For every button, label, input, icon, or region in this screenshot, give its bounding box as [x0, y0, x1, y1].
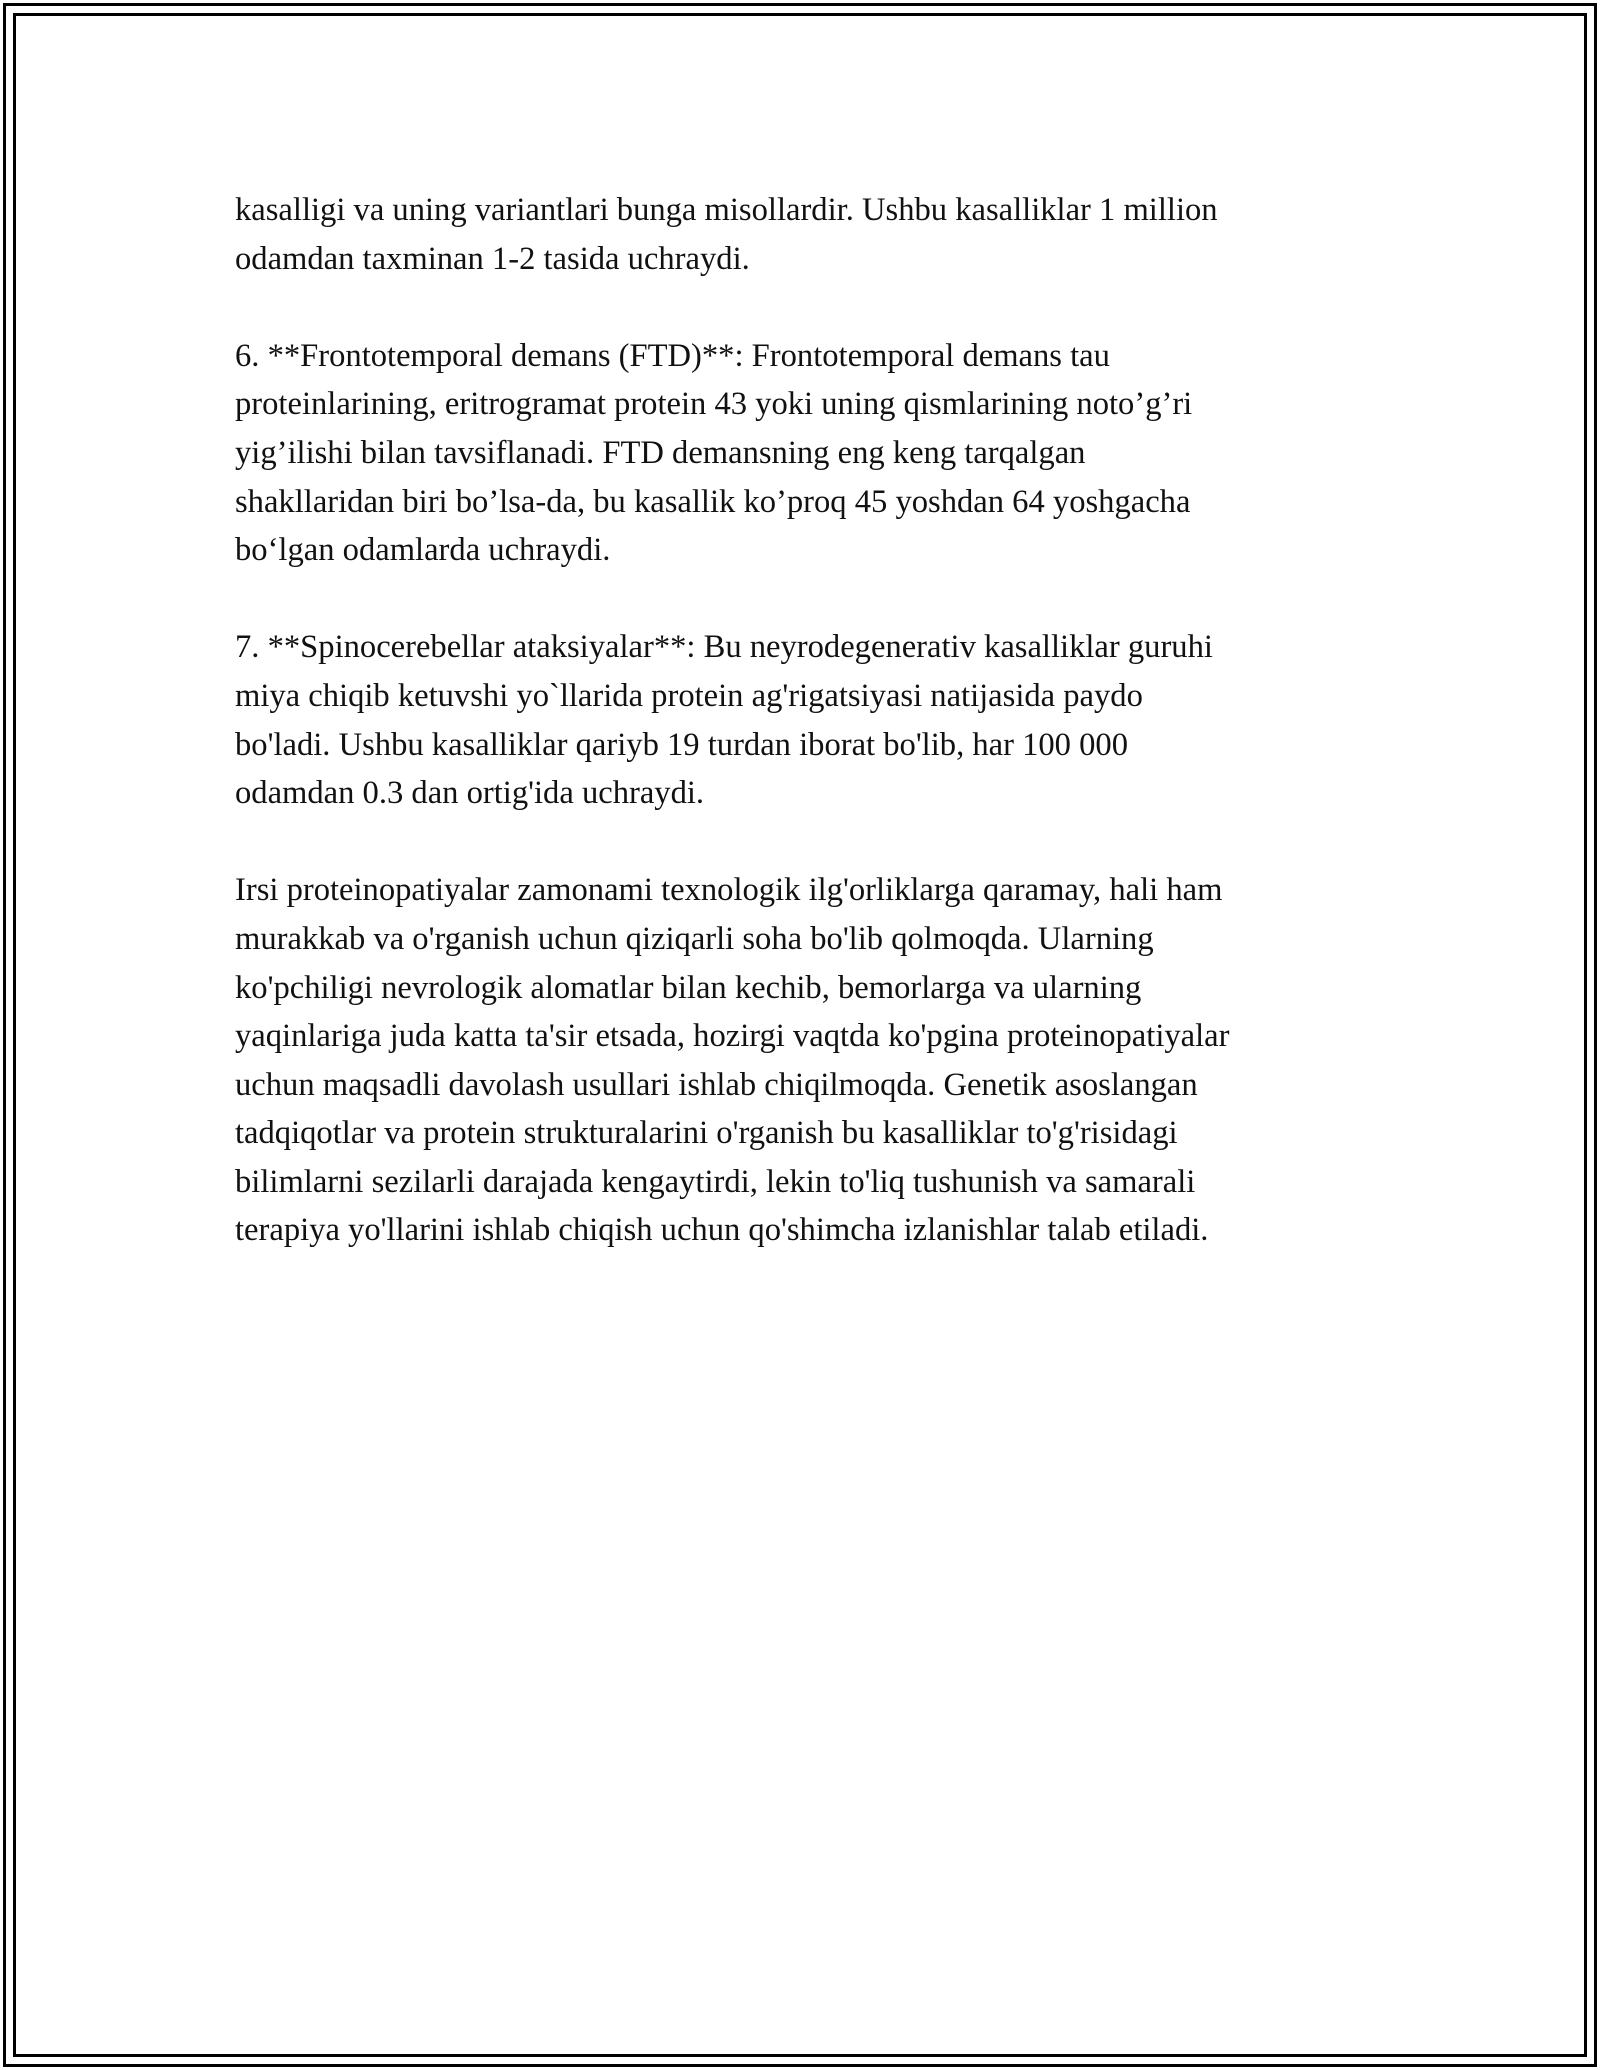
text-line: ko'pchiligi nevrologik alomatlar bilan kechib, bemorlarga va ularning: [235, 969, 1142, 1006]
text-line: uchun maqsadli davolash usullari ishlab chiqilmoqda. Genetik asoslangan: [235, 1066, 1198, 1103]
text-line: proteinlarining, eritrogramat protein 43 yoki uning qismlarining noto’g’ri: [235, 386, 1193, 423]
text-line: murakkab va o'rganish uchun qiziqarli soha bo'lib qolmoqda. Ularning: [235, 920, 1154, 957]
text-line: odamdan taxminan 1-2 tasida uchraydi.: [235, 240, 750, 277]
text-line: tadqiqotlar va protein strukturalarini o'rganish bu kasalliklar to'g'risidagi: [235, 1115, 1178, 1152]
paragraph-intro-continuation: [235, 186, 1370, 283]
text-line: bo‘lgan odamlarda uchraydi.: [235, 532, 611, 569]
text-line: bilimlarni sezilarli darajada kengaytirdi, lekin to'liq tushunish va samarali: [235, 1163, 1196, 1200]
text-line: yaqinlariga juda katta ta'sir etsada, hozirgi vaqtda ko'pgina proteinopatiyalar: [235, 1018, 1230, 1055]
text-line: bo'ladi. Ushbu kasalliklar qariyb 19 turdan iborat bo'lib, har 100 000: [235, 726, 1128, 763]
text-line: shakllaridan biri bo’lsa-da, bu kasallik ko’proq 45 yoshdan 64 yoshgacha: [235, 483, 1191, 520]
text-line: Irsi proteinopatiyalar zamonami texnologik ilg'orliklarga qaramay, hali ham: [235, 872, 1223, 909]
text-line: 7. **Spinocerebellar ataksiyalar**: Bu neyrodegenerativ kasalliklar guruhi: [235, 629, 1213, 666]
paragraph-spinocerebellar: [235, 623, 1370, 817]
document-body: [235, 186, 1370, 1304]
text-line: yig’ilishi bilan tavsiflanadi. FTD demansning eng keng tarqalgan: [235, 434, 1086, 471]
text-line: kasalligi va uning variantlari bunga misollardir. Ushbu kasalliklar 1 million: [235, 192, 1218, 228]
text-line: odamdan 0.3 dan ortig'ida uchraydi.: [235, 775, 705, 812]
paragraph-ftd: [235, 332, 1370, 575]
text-line: terapiya yo'llarini ishlab chiqish uchun qo'shimcha izlanishlar talab etiladi.: [235, 1212, 1209, 1249]
paragraph-conclusion: [235, 866, 1370, 1255]
text-line: 6. **Frontotemporal demans (FTD)**: Frontotemporal demans tau: [235, 337, 1110, 374]
text-line: miya chiqib ketuvshi yo`llarida protein ag'rigatsiyasi natijasida paydo: [235, 677, 1143, 714]
